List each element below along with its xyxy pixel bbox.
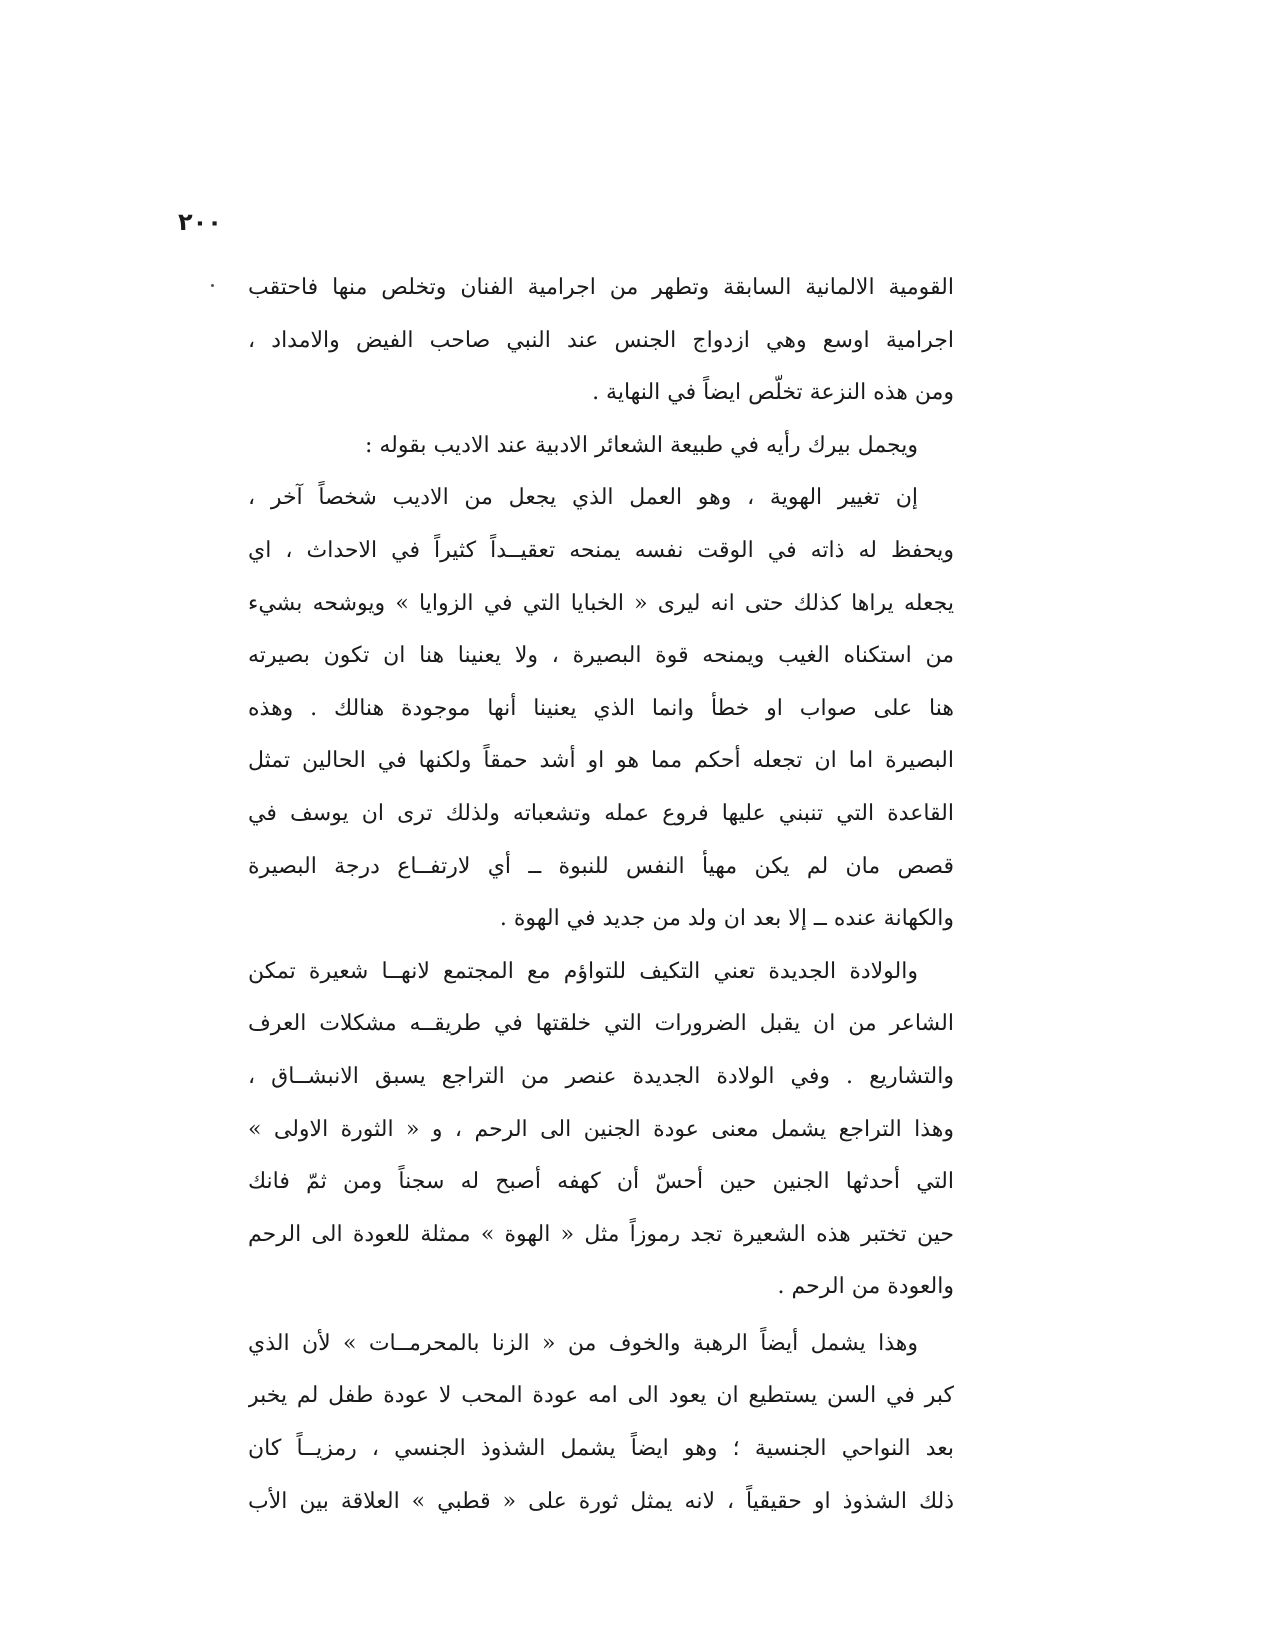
text-line: كبر في السن يستطيع ان يعود الى امه عودة المحب لا عودة طفل لم يخبر	[248, 1383, 954, 1409]
text-line: هنا على صواب او خطأ وانما الذي يعنينا أنها موجودة هنالك . وهذه	[248, 695, 954, 721]
text-line: وهذا يشمل أيضاً الرهبة والخوف من « الزنا بالمحرمــات » لأن الذي	[248, 1330, 918, 1356]
text-line: حين تختبر هذه الشعيرة تجد رموزاً مثل « الهوة » ممثلة للعودة الى الرحم	[248, 1221, 954, 1247]
text-line: من استكناه الغيب ويمنحه قوة البصيرة ، ولا يعنينا هنا ان تكون بصيرته	[248, 643, 954, 669]
text-line: البصيرة اما ان تجعله أحكم مما هو او أشد حمقاً ولكنها في الحالين تمثل	[248, 748, 954, 774]
paragraph-1	[248, 262, 954, 420]
text-line: ويجمل بيرك رأيه في طبيعة الشعائر الادبية عند الاديب بقوله :	[364, 432, 918, 458]
text-line: ومن هذه النزعة تخلّص ايضاً في النهاية .	[592, 380, 954, 406]
text-line: القاعدة التي تنبني عليها فروع عمله وتشعباته ولذلك ترى ان يوسف في	[248, 800, 954, 826]
paragraph-2	[248, 420, 954, 473]
text-line: الشاعر من ان يقبل الضرورات التي خلقتها في طريقــه مشكلات العرف	[248, 1011, 954, 1037]
text-line: القومية الالمانية السابقة وتطهر من اجرامية الفنان وتخلص منها فاحتقب	[248, 275, 954, 300]
body-text	[248, 262, 954, 1528]
text-line: ويحفظ له ذاته في الوقت نفسه يمنحه تعقيــداً كثيراً في الاحداث ، اي	[248, 537, 954, 563]
paragraph-4	[248, 946, 954, 1314]
margin-dot	[211, 284, 214, 287]
paragraph-5	[248, 1318, 954, 1528]
text-line: والعودة من الرحم .	[777, 1274, 954, 1300]
text-line: ذلك الشذوذ او حقيقياً ، لانه يمثل ثورة على « قطبي » العلاقة بين الأب	[248, 1488, 954, 1514]
text-line: والولادة الجديدة تعني التكيف للتواؤم مع المجتمع لانهــا شعيرة تمكن	[248, 958, 918, 984]
text-line: وهذا التراجع يشمل معنى عودة الجنين الى الرحم ، و « الثورة الاولى »	[248, 1116, 954, 1142]
text-line: والكهانة عنده ــ إلا بعد ان ولد من جديد في الهوة .	[499, 906, 954, 932]
text-line: التي أحدثها الجنين حين أحسّ أن كهفه أصبح له سجناً ومن ثمّ فانك	[248, 1169, 954, 1195]
text-line: بعد النواحي الجنسية ؛ وهو ايضاً يشمل الشذوذ الجنسي ، رمزيــاً كان	[248, 1436, 954, 1462]
text-line: اجرامية اوسع وهي ازدواج الجنس عند النبي صاحب الفيض والامداد ،	[248, 327, 954, 353]
text-line: والتشاريع . وفي الولادة الجديدة عنصر من التراجع يسبق الانبشــاق ،	[248, 1063, 954, 1089]
text-line: يجعله يراها كذلك حتى انه ليرى « الخبايا التي في الزوايا » ويوشحه بشيء	[248, 590, 954, 616]
text-line: قصص مان لم يكن مهيأ النفس للنبوة ــ أي لارتفــاع درجة البصيرة	[248, 853, 954, 879]
page-number: ٢٠٠	[178, 208, 222, 236]
text-line: إن تغيير الهوية ، وهو العمل الذي يجعل من الاديب شخصاً آخر ،	[248, 485, 918, 511]
paragraph-3	[248, 472, 954, 945]
